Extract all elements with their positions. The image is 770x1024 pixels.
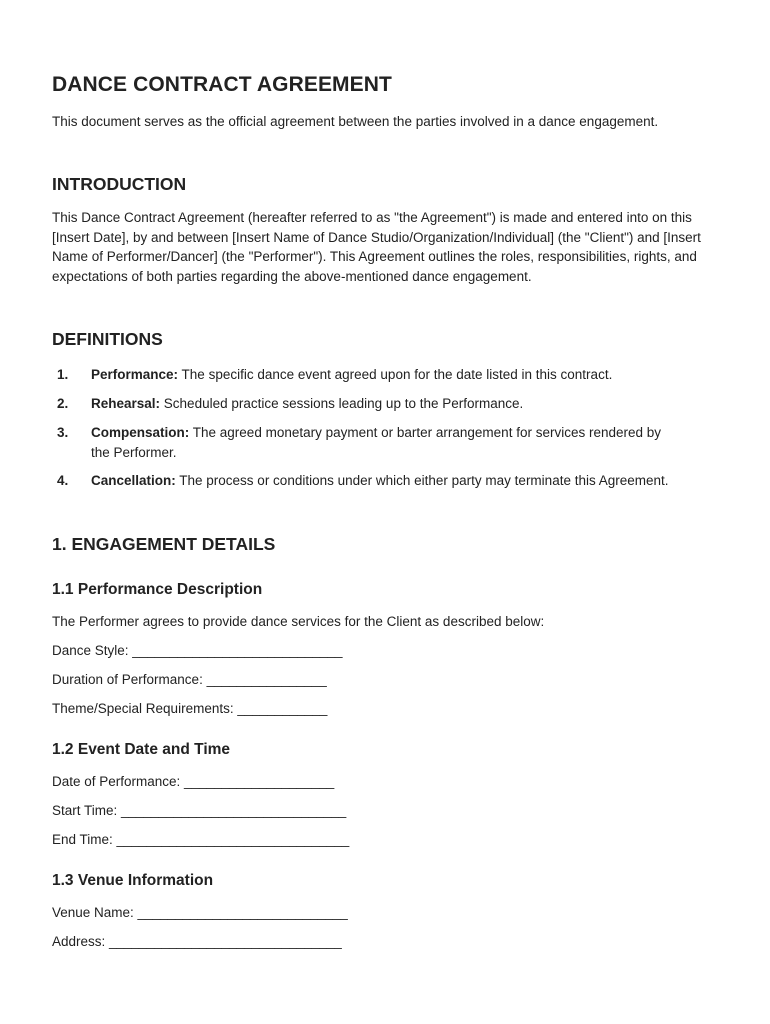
venue-information-heading: 1.3 Venue Information (52, 872, 214, 889)
end-time-field: End Time: _______________________________ (52, 832, 350, 847)
definition-text: Scheduled practice sessions leading up to the Performance. (160, 396, 524, 411)
definition-term: Compensation: (91, 425, 190, 440)
performance-date-field: Date of Performance: ____________________ (52, 774, 335, 789)
definition-number: 1. (57, 367, 69, 382)
intro-line: This document serves as the official agreement between the parties involved in a dance engagement. (52, 114, 659, 129)
definition-item (91, 423, 681, 462)
definitions-heading: DEFINITIONS (52, 329, 163, 349)
performance-intro: The Performer agrees to provide dance services for the Client as described below: (52, 614, 545, 629)
address-field: Address: _______________________________ (52, 934, 342, 949)
duration-field: Duration of Performance: ________________ (52, 672, 327, 687)
document-title: DANCE CONTRACT AGREEMENT (52, 73, 392, 96)
theme-requirements-field: Theme/Special Requirements: ____________ (52, 701, 328, 716)
definition-item (91, 365, 691, 385)
definition-number: 4. (57, 473, 69, 488)
definition-item (91, 471, 681, 491)
event-date-time-heading: 1.2 Event Date and Time (52, 741, 231, 758)
introduction-text: This Dance Contract Agreement (hereafter referred to as "the Agreement") is made and entered into on this [Insert Date], by and between [Insert Name of Dance Studio/Organization/Individual] (the "Client") and [Insert Name of Performer/Dancer] (the "Performer"). This Agreement outlines the roles, responsibilities, rights, and expectations of both parties regarding the above-mentioned dance engagement. (52, 210, 701, 284)
definition-number: 3. (57, 425, 69, 440)
definition-item (91, 394, 691, 414)
definition-text: The specific dance event agreed upon for the date listed in this contract. (178, 367, 613, 382)
introduction-heading: INTRODUCTION (52, 174, 187, 194)
definition-text: The process or conditions under which either party may terminate this Agreement. (175, 473, 669, 488)
start-time-field: Start Time: ______________________________ (52, 803, 347, 818)
definition-text: The agreed monetary payment or barter arrangement for services rendered by the Performer. (91, 425, 662, 460)
definition-term: Rehearsal: (91, 396, 161, 411)
performance-description-heading: 1.1 Performance Description (52, 581, 263, 598)
dance-style-field: Dance Style: ____________________________ (52, 643, 343, 658)
engagement-heading: 1. ENGAGEMENT DETAILS (52, 534, 276, 554)
definition-term: Performance: (91, 367, 179, 382)
venue-name-field: Venue Name: ____________________________ (52, 905, 348, 920)
definition-term: Cancellation: (91, 473, 176, 488)
definition-number: 2. (57, 396, 69, 411)
